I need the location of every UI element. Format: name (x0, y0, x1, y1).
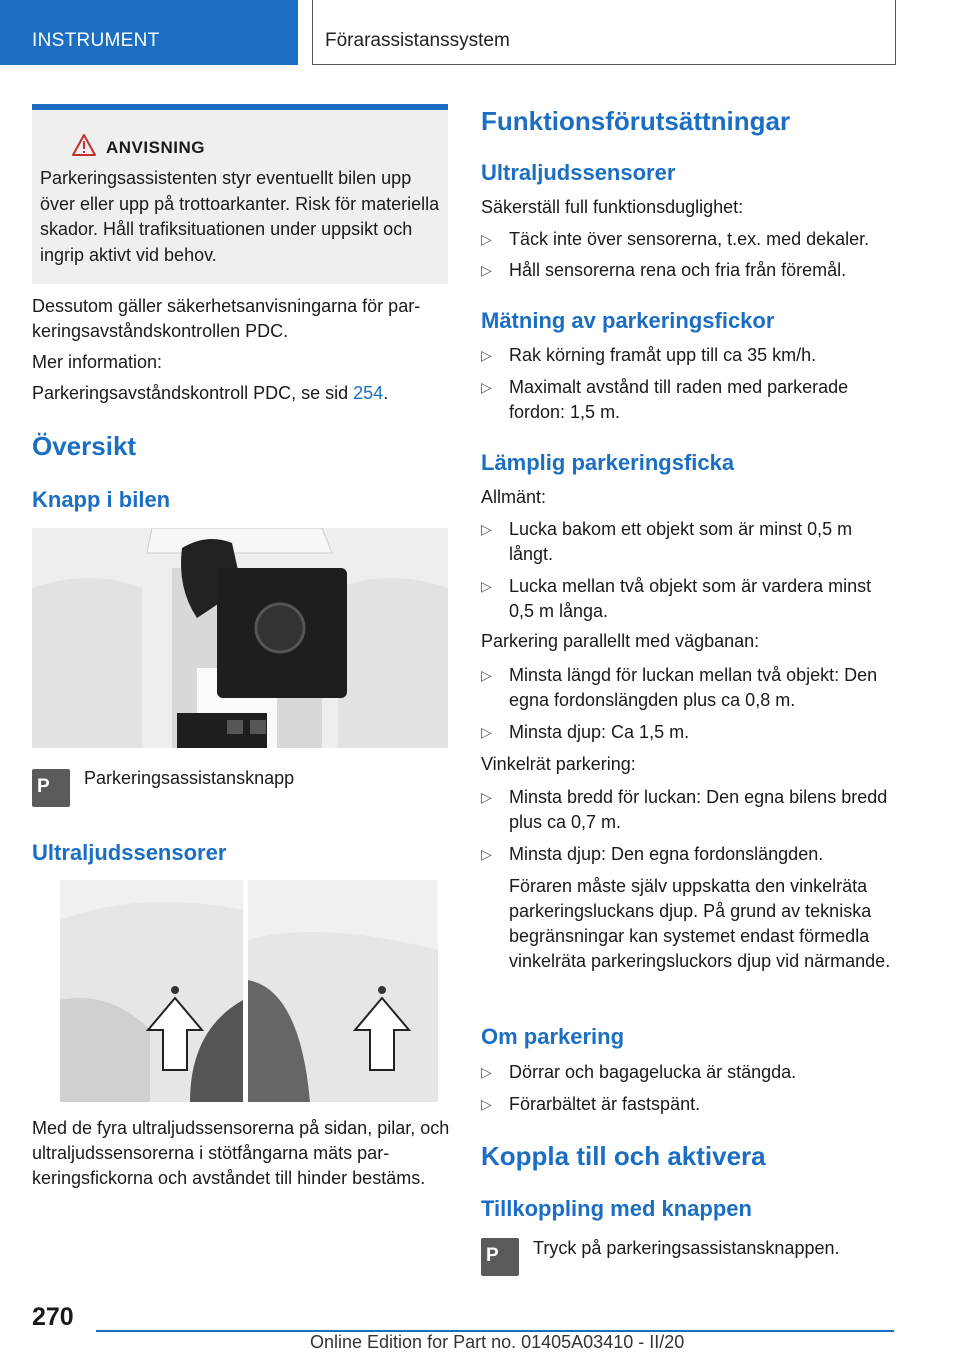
warning-text: Parkeringsassistenten styr eventuellt bilen upp över eller upp på trottoarkanter. Risk för materiella skador. Håll trafiksituationen under uppsikt och ingrip aktivt vid behov. (40, 168, 440, 265)
page-number: 270 (32, 1303, 74, 1331)
ultra-intro: Säkerställ full funktionsduglighet: (481, 197, 744, 217)
sensors-illustration (60, 880, 438, 1102)
bullet-triangle-icon: ▷ (481, 1096, 492, 1112)
bullet-triangle-icon: ▷ (481, 262, 492, 278)
list-item-text: Lucka bakom ett objekt som är minst 0,5 m långt. (509, 519, 853, 564)
bullet-triangle-icon: ▷ (481, 521, 492, 537)
list-item (481, 785, 901, 835)
section-title: Förarassistanssystem (325, 30, 510, 51)
bullet-triangle-icon: ▷ (481, 347, 492, 363)
heading-knapp-i-bilen: Knapp i bilen (32, 487, 171, 512)
list-item-text: Maximalt avstånd till raden med parkerade fordon: 1,5 m. (509, 377, 849, 422)
list-item (481, 1060, 901, 1085)
parking-assist-button-icon: P (32, 769, 70, 807)
heading-oversikt: Översikt (32, 431, 137, 461)
list-item (481, 343, 901, 368)
bullet-triangle-icon: ▷ (481, 724, 492, 740)
heading-funktionsforutsattningar: Funktionsförutsättningar (481, 106, 791, 136)
center-console-image (32, 528, 448, 748)
bullet-triangle-icon: ▷ (481, 667, 492, 683)
list-item-text: Täck inte över sensorerna, t.ex. med dekaler. (509, 229, 870, 249)
warning-box (32, 104, 448, 284)
list-item-text: Håll sensorerna rena och fria från föremål. (509, 260, 847, 280)
header-tab (0, 0, 298, 65)
pdc-reference-text: Parkeringsavståndskontroll PDC, se sid (32, 383, 354, 403)
button-caption: Parkeringsassistansknapp (84, 768, 295, 788)
bullet-triangle-icon: ▷ (481, 846, 492, 862)
pdc-reference (32, 381, 448, 406)
ultraljud-description: Med de fyra ultraljudssensorerna på sidan, pilar, och ultraljudssensorerna i stötfångarna mäts parkeringsfickorna och avståndet till hinder bestäms. (32, 1118, 450, 1188)
list-item (481, 842, 901, 867)
bullet-triangle-icon: ▷ (481, 1064, 492, 1080)
footer-edition: Online Edition for Part no. 01405A03410 - II/20 (310, 1332, 685, 1352)
list-item (481, 1092, 901, 1117)
list-item (481, 574, 901, 624)
heading-koppla: Koppla till och aktivera (481, 1141, 766, 1171)
sensors-image (60, 880, 438, 1102)
list-item-text: Rak körning framåt upp till ca 35 km/h. (509, 345, 817, 365)
warning-title: ANVISNING (106, 138, 205, 157)
bullet-triangle-icon: ▷ (481, 789, 492, 805)
list-item-text: Minsta djup: Den egna fordonslängden. (509, 844, 824, 864)
heading-ultraljudssensorer-right: Ultraljudssensorer (481, 160, 676, 185)
list-item (481, 720, 901, 745)
list-item (481, 663, 901, 713)
parking-assist-button-icon: P (481, 1238, 519, 1276)
list-item-text: Minsta djup: Ca 1,5 m. (509, 722, 690, 742)
list-item (481, 258, 901, 283)
vinkel-note: Föraren måste själv uppskatta den vinkelräta parkeringsluckans djup. På grund av tekniska begränsningar kan systemet endast förmedla vinkelräta parkeringsluckors djup vid närmande. (509, 876, 891, 971)
more-info-label: Mer information: (32, 352, 163, 372)
list-item (481, 375, 901, 425)
heading-matning: Mätning av parkeringsfickor (481, 308, 775, 333)
page-link-254[interactable]: 254 (353, 383, 384, 403)
list-item-text: Minsta bredd för luckan: Den egna bilens bredd plus ca 0,7 m. (509, 787, 888, 832)
list-item (481, 227, 901, 252)
bullet-triangle-icon: ▷ (481, 231, 492, 247)
list-item-text: Dörrar och bagagelucka är stängda. (509, 1062, 797, 1082)
list-item (481, 517, 901, 567)
parallellt-label: Parkering parallellt med vägbanan: (481, 631, 760, 651)
list-item-text: Minsta längd för luckan mellan två objekt: Den egna fordonslängden plus ca 0,8 m. (509, 665, 878, 710)
heading-lamplig: Lämplig parkeringsficka (481, 450, 735, 475)
warning-triangle-icon (72, 134, 96, 156)
header-section (312, 0, 896, 65)
heading-om-parkering: Om parkering (481, 1024, 625, 1049)
bullet-triangle-icon: ▷ (481, 578, 492, 594)
heading-ultraljudssensorer-left: Ultraljudssensorer (32, 840, 227, 865)
list-item-text: Förarbältet är fastspänt. (509, 1094, 701, 1114)
heading-tillkoppling: Tillkoppling med knappen (481, 1196, 752, 1221)
list-item-text: Lucka mellan två objekt som är vardera minst 0,5 m långa. (509, 576, 872, 621)
pdc-safety-paragraph: Dessutom gäller säkerhetsanvisningarna för parkeringsavståndskontrollen PDC. (32, 296, 421, 341)
pdc-reference-end: . (383, 383, 389, 403)
vinkel-label: Vinkelrät parkering: (481, 754, 636, 774)
header-tab-label: INSTRUMENT (32, 30, 160, 51)
center-console-illustration (32, 528, 448, 748)
allmant-label: Allmänt: (481, 487, 547, 507)
bullet-triangle-icon: ▷ (481, 379, 492, 395)
tryck-instruction: Tryck på parkeringsassistansknappen. (533, 1238, 840, 1258)
